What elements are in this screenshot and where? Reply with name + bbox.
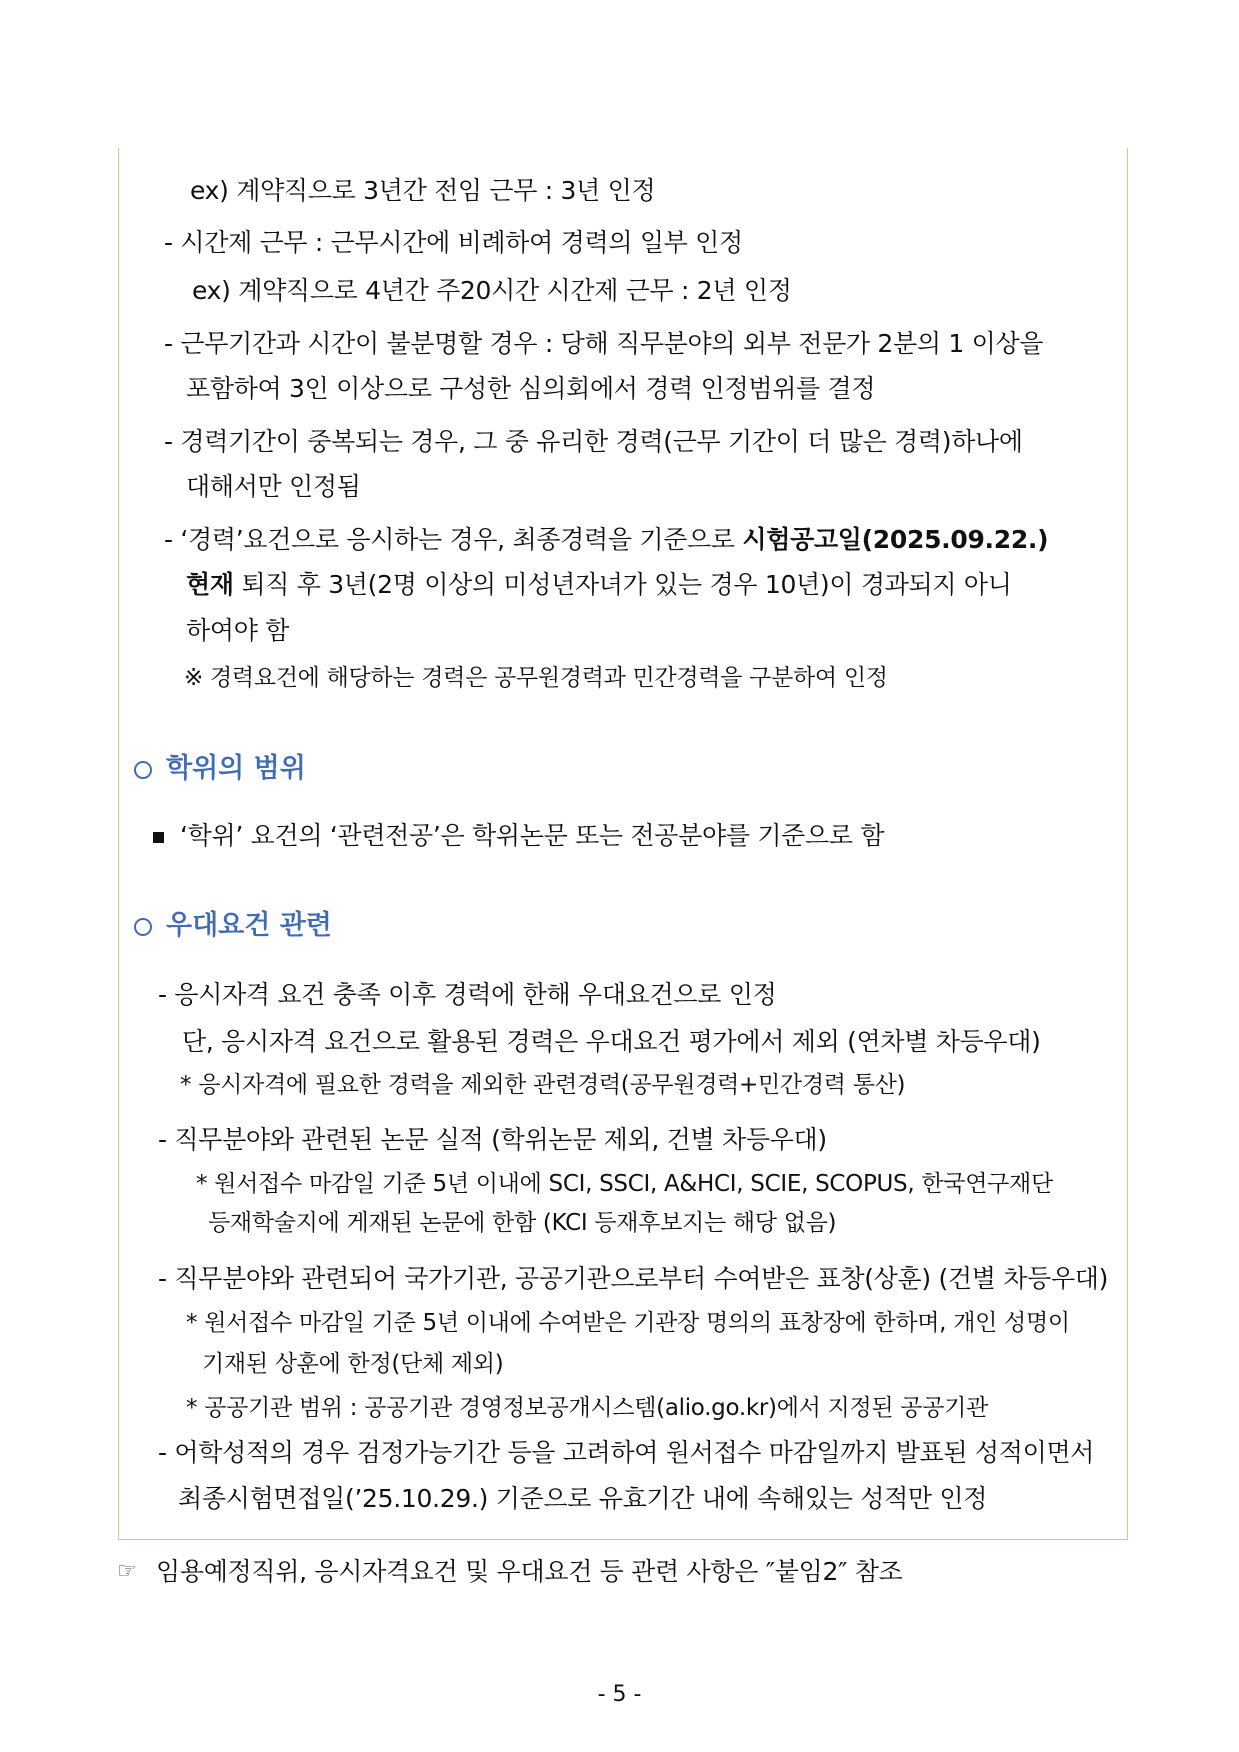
square-bullet-icon: [153, 832, 164, 843]
text-line: 대해서만 인정됨: [186, 472, 361, 501]
text-line: ex) 계약직으로 3년간 전임 근무 : 3년 인정: [190, 176, 656, 205]
text-line: - 응시자격 요건 충족 이후 경력에 한해 우대요건으로 인정: [158, 980, 777, 1009]
circle-bullet-icon: [134, 761, 152, 779]
emphasis-text: 시험공고일(2025.09.22.): [742, 525, 1049, 554]
text-line: - 어학성적의 경우 검정가능기간 등을 고려하여 원서접수 마감일까지 발표된 성적이면서: [158, 1438, 1095, 1467]
text-line: - 직무분야와 관련되어 국가기관, 공공기관으로부터 수여받은 표창(상훈) (건별 차등우대): [158, 1264, 1109, 1293]
text-span: 퇴직 후 3년(2명 이상의 미성년자녀가 있는 경우 10년)이 경과되지 아니: [233, 570, 1012, 599]
section-heading-degree: 학위의 범위: [166, 753, 306, 784]
text-line: ‘학위’ 요건의 ‘관련전공’은 학위논문 또는 전공분야를 기준으로 함: [180, 821, 885, 850]
note-line: * 응시자격에 필요한 경력을 제외한 관련경력(공무원경력+민간경력 통산): [180, 1072, 906, 1098]
text-span: - ‘경력’요건으로 응시하는 경우, 최종경력을 기준으로: [164, 525, 743, 554]
note-line: * 공공기관 범위 : 공공기관 경영정보공개시스템(alio.go.kr)에서 지정된 공공기관: [186, 1395, 988, 1421]
circle-bullet-icon: [134, 918, 152, 936]
note-line: 등재학술지에 게재된 논문에 한함 (KCI 등재후보지는 해당 없음): [208, 1210, 837, 1236]
text-line: 포함하여 3인 이상으로 구성한 심의회에서 경력 인정범위를 결정: [186, 374, 876, 403]
emphasis-text: 현재: [186, 570, 234, 599]
text-line: - 시간제 근무 : 근무시간에 비례하여 경력의 일부 인정: [164, 228, 743, 257]
text-line: - 직무분야와 관련된 논문 실적 (학위논문 제외, 건별 차등우대): [158, 1125, 827, 1154]
footnote-text: 임용예정직위, 응시자격요건 및 우대요건 등 관련 사항은 ″붙임2″ 참조: [156, 1557, 903, 1586]
note-line: * 원서접수 마감일 기준 5년 이내에 SCI, SSCI, A&HCI, SCIE, SCOPUS, 한국연구재단: [196, 1171, 1053, 1197]
text-line: [186, 570, 1012, 600]
text-line: - 경력기간이 중복되는 경우, 그 중 유리한 경력(근무 기간이 더 많은 경력)하나에: [164, 427, 1023, 456]
pointing-hand-icon: ☞: [117, 1559, 137, 1584]
section-heading-preference: 우대요건 관련: [166, 910, 332, 941]
text-line: - 근무기간과 시간이 불분명할 경우 : 당해 직무분야의 외부 전문가 2분의 1 이상을: [164, 329, 1044, 358]
text-line: 하여야 함: [186, 616, 290, 645]
note-line: 기재된 상훈에 한정(단체 제외): [202, 1351, 504, 1377]
text-line: 단, 응시자격 요건으로 활용된 경력은 우대요건 평가에서 제외 (연차별 차등우대): [182, 1027, 1041, 1056]
note-line: * 원서접수 마감일 기준 5년 이내에 수여받은 기관장 명의의 표창장에 한하며, 개인 성명이: [186, 1310, 1070, 1336]
text-line: 최종시험면접일(’25.10.29.) 기준으로 유효기간 내에 속해있는 성적만 인정: [178, 1484, 988, 1513]
note-line: ※ 경력요건에 해당하는 경력은 공무원경력과 민간경력을 구분하여 인정: [184, 665, 888, 691]
page-number: - 5 -: [597, 1682, 642, 1707]
text-line: ex) 계약직으로 4년간 주20시간 시간제 근무 : 2년 인정: [192, 276, 792, 305]
text-line: [164, 525, 1048, 555]
